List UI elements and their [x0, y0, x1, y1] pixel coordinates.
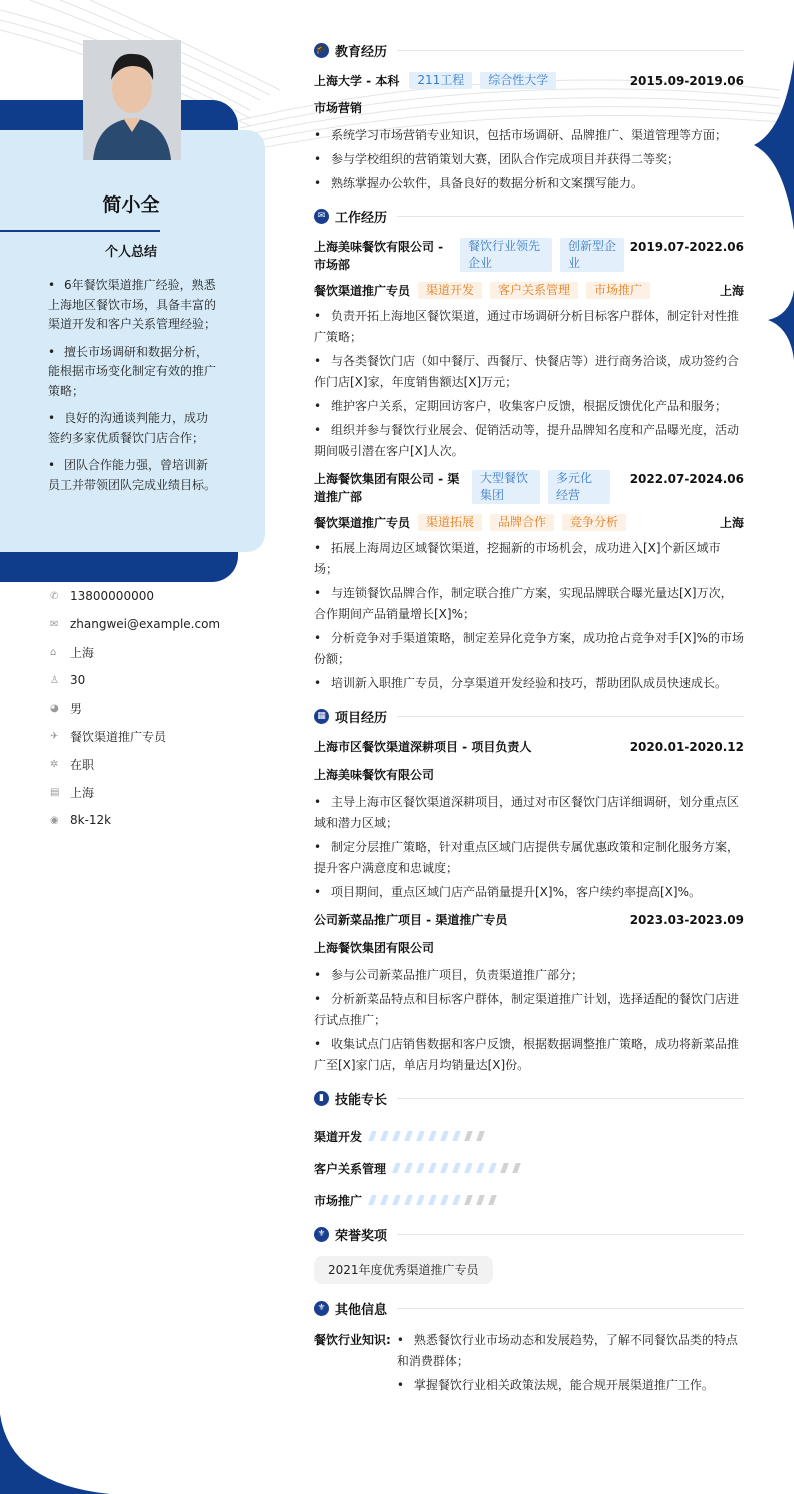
skill-bar-filled [392, 1195, 401, 1205]
skill-level-bars [370, 1131, 490, 1141]
gender-icon: ◕ [50, 702, 59, 714]
section-skills-header [314, 1086, 744, 1110]
section-other-header [314, 1296, 744, 1320]
divider [397, 1308, 744, 1309]
salary-icon: ◉ [50, 814, 59, 826]
skill-bar-filled [452, 1195, 461, 1205]
divider [397, 716, 744, 717]
bullet-item: • 收集试点门店销售数据和客户反馈，根据数据调整推广策略，成功将新菜品推广至[X]家门店，单店月均销量达[X]份。 [314, 1037, 740, 1072]
home-icon: ⌂ [50, 646, 57, 658]
bullet-item: • 项目期间，重点区域门店产品销量提升[X]%，客户续约率提高[X]%。 [314, 885, 701, 899]
skill-bar-filled [452, 1131, 461, 1141]
main-content [314, 38, 744, 1399]
info-icon: ⚜ [314, 1301, 329, 1316]
summary-item: • 团队合作能力强，曾培训新员工并带领团队完成业绩目标。 [48, 458, 217, 492]
skill-level-bars [370, 1195, 502, 1205]
contact-age: ♙ 30 [50, 673, 86, 687]
divider [397, 1234, 744, 1235]
bullet-item: • 参与学校组织的营销策划大赛，团队合作完成项目并获得二等奖； [314, 152, 680, 166]
contact-phone: ✆ 13800000000 [50, 589, 154, 603]
company-tag: 餐饮行业领先企业 [460, 238, 552, 272]
decor-bottom-left-curve [0, 1414, 110, 1494]
bullet-item: • 熟悉餐饮行业市场动态和发展趋势，了解不同餐饮品类的特点和消费群体； [396, 1333, 738, 1368]
project-entry [314, 911, 744, 1076]
skill-bar-filled [416, 1163, 425, 1173]
divider [397, 50, 744, 51]
bullet-item: • 制定分层推广策略，针对重点区域门店提供专属优惠政策和定制化服务方案，提升客户满意度和忠诚度； [314, 840, 740, 875]
school-tag: 综合性大学 [480, 72, 556, 89]
skill-tag: 品牌合作 [490, 514, 554, 531]
school-tag: 211工程 [409, 72, 472, 89]
skill-bar-filled [392, 1131, 401, 1141]
mail-icon: ✉ [50, 618, 59, 630]
project-company: 上海美味餐饮有限公司 [314, 768, 435, 782]
skill-level-bars [394, 1163, 526, 1173]
bullet-item: • 拓展上海周边区域餐饮渠道，挖掘新的市场机会，成功进入[X]个新区域市场； [314, 541, 721, 576]
skill-bar-filled [440, 1131, 449, 1141]
bullet-item: • 分析竞争对手渠道策略，制定差异化竞争方案，成功抢占竞争对手[X]%的市场份额； [314, 631, 744, 666]
contact-gender: ◕ 男 [50, 701, 83, 716]
skill-bar-empty [464, 1195, 473, 1205]
section-title: 荣誉奖项 [335, 1228, 388, 1244]
section-title: 其他信息 [335, 1302, 388, 1318]
skill-bar-filled [440, 1163, 449, 1173]
job-bullets [314, 538, 744, 694]
job-location: 上海 [719, 516, 744, 530]
name-divider [0, 230, 160, 232]
skill-row: 市场推广 [314, 1184, 744, 1216]
contact-status: ✲ 在职 [50, 757, 95, 772]
section-title: 技能专长 [335, 1092, 388, 1108]
bullet-item: • 掌握餐饮行业相关政策法规，能合规开展渠道推广工作。 [396, 1378, 714, 1392]
grid-icon: ▦ [314, 709, 329, 724]
skill-bar-filled [452, 1163, 461, 1173]
divider [397, 1098, 744, 1099]
company-tag: 创新型企业 [560, 238, 624, 272]
candidate-name: 简小全 [102, 194, 160, 216]
company-name: 上海餐饮集团有限公司 - 渠道推广部 [314, 472, 460, 504]
phone-icon: ✆ [50, 590, 59, 602]
skill-row: 渠道开发 [314, 1120, 744, 1152]
skill-bar-filled [416, 1195, 425, 1205]
summary-item: • 擅长市场调研和数据分析，能根据市场变化制定有效的推广策略； [48, 344, 217, 398]
city-icon: ▤ [50, 786, 60, 798]
skill-bar-filled [488, 1163, 497, 1173]
major: 市场营销 [314, 101, 363, 115]
bullet-item: • 负责开拓上海地区餐饮渠道，通过市场调研分析目标客户群体，制定针对性推广策略； [314, 309, 740, 344]
school-name: 上海大学 - 本科 [314, 74, 400, 88]
job-entry [314, 470, 744, 694]
skill-bar-filled [404, 1163, 413, 1173]
skill-bar-empty [512, 1163, 521, 1173]
summary-item: • 6年餐饮渠道推广经验，熟悉上海地区餐饮市场，具备丰富的渠道开发和客户关系管理经验； [48, 278, 217, 331]
contact-email: ✉ zhangwei@example.com [50, 617, 221, 631]
other-label: 餐饮行业知识: [314, 1333, 391, 1347]
contact-job: ✈ 餐饮渠道推广专员 [50, 729, 167, 744]
bullet-item: • 分析新菜品特点和目标客户群体，制定渠道推广计划，选择适配的餐饮门店进行试点推广； [314, 992, 740, 1027]
skill-bar-empty [500, 1163, 509, 1173]
bullet-item: • 组织并参与餐饮行业展会、促销活动等，提升品牌知名度和产品曝光度，活动期间吸引潜在客户[X]人次。 [314, 423, 740, 458]
project-bullets [314, 792, 744, 903]
bullet-item: • 与连锁餐饮品牌合作，制定联合推广方案，实现品牌联合曝光量达[X]万次，合作期间产品销量增长[X]%； [314, 586, 733, 621]
job-bullets [314, 306, 744, 462]
skill-bar-filled [464, 1163, 473, 1173]
avatar-photo [83, 40, 181, 160]
job-date: 2019.07-2022.06 [629, 240, 744, 254]
skill-bar-filled [368, 1131, 377, 1141]
bullet-item: • 主导上海市区餐饮渠道深耕项目，通过对市区餐饮门店详细调研，划分重点区域和潜力区域； [314, 795, 740, 830]
decor-right-spike-top [744, 60, 794, 230]
bullet-item: • 维护客户关系，定期回访客户，收集客户反馈，根据反馈优化产品和服务； [314, 399, 728, 413]
bullet-item: • 参与公司新菜品推广项目，负责渠道推广部分； [314, 968, 584, 982]
skill-bar-empty [476, 1195, 485, 1205]
skill-bar-filled [416, 1131, 425, 1141]
education-date: 2015.09-2019.06 [629, 74, 744, 88]
age-icon: ♙ [50, 674, 59, 686]
skill-bar-empty [488, 1195, 497, 1205]
skill-bar-filled [428, 1195, 437, 1205]
bullet-item: • 与各类餐饮门店（如中餐厅、西餐厅、快餐店等）进行商务洽谈，成功签约合作门店[X]家，年度销售额达[X]万元； [314, 354, 740, 389]
graduation-cap-icon: 🎓 [314, 43, 329, 58]
job-location: 上海 [719, 284, 744, 298]
project-name: 上海市区餐饮渠道深耕项目 - 项目负责人 [314, 740, 532, 754]
skill-tag: 渠道拓展 [418, 514, 482, 531]
project-date: 2023.03-2023.09 [629, 913, 744, 927]
section-education-header [314, 38, 744, 62]
status-icon: ✲ [50, 758, 59, 770]
summary-title: 个人总结 [104, 245, 157, 260]
section-work-header [314, 204, 744, 228]
award-icon: ⚜ [314, 1227, 329, 1242]
section-title: 教育经历 [335, 44, 388, 60]
briefcase-icon: ✉ [314, 209, 329, 224]
bullet-item: • 系统学习市场营销专业知识，包括市场调研、品牌推广、渠道管理等方面； [314, 128, 728, 142]
award-chip: 2021年度优秀渠道推广专员 [314, 1256, 493, 1284]
education-bullets [314, 125, 744, 194]
company-tag: 大型餐饮集团 [472, 470, 540, 504]
divider [397, 216, 744, 217]
bullet-item: • 培训新入职推广专员，分享渠道开发经验和技巧，帮助团队成员快速成长。 [314, 676, 728, 690]
skill-tag: 市场推广 [586, 282, 650, 299]
job-icon: ✈ [50, 730, 59, 742]
skill-bar-empty [464, 1131, 473, 1141]
skill-row: 客户关系管理 [314, 1152, 744, 1184]
project-name: 公司新菜品推广项目 - 渠道推广专员 [314, 913, 508, 927]
skill-bar-filled [380, 1195, 389, 1205]
skill-bar-filled [368, 1195, 377, 1205]
skill-bar-filled [392, 1163, 401, 1173]
section-title: 工作经历 [335, 210, 388, 226]
skill-bar-filled [380, 1131, 389, 1141]
skill-bar-filled [404, 1195, 413, 1205]
skill-bar-empty [476, 1131, 485, 1141]
skill-bar-filled [404, 1131, 413, 1141]
skill-bar-filled [428, 1131, 437, 1141]
bullet-item: • 熟练掌握办公软件，具备良好的数据分析和文案撰写能力。 [314, 176, 644, 190]
skill-tag: 客户关系管理 [490, 282, 578, 299]
contact-salary: ◉ 8k-12k [50, 813, 112, 827]
job-entry [314, 238, 744, 462]
job-role: 餐饮渠道推广专员 [314, 516, 411, 530]
project-entry [314, 738, 744, 903]
project-company: 上海餐饮集团有限公司 [314, 941, 435, 955]
company-tag: 多元化经营 [548, 470, 610, 504]
summary-item: • 良好的沟通谈判能力，成功签约多家优质餐饮门店合作； [48, 411, 209, 445]
contact-hometown: ⌂ 上海 [50, 645, 95, 660]
skill-tag: 竞争分析 [562, 514, 626, 531]
skill-bar-filled [476, 1163, 485, 1173]
skill-bar-filled [440, 1195, 449, 1205]
contact-list [50, 582, 220, 834]
company-name: 上海美味餐饮有限公司 - 市场部 [314, 240, 444, 272]
skill-bar-filled [428, 1163, 437, 1173]
project-bullets [314, 965, 744, 1076]
section-title: 项目经历 [335, 710, 388, 726]
skills-list [314, 1120, 744, 1216]
decor-right-spike-small [764, 290, 794, 360]
other-bullets [397, 1330, 744, 1399]
job-role: 餐饮渠道推广专员 [314, 284, 411, 298]
section-awards-header [314, 1222, 744, 1246]
section-projects-header [314, 704, 744, 728]
contact-city: ▤ 上海 [50, 785, 95, 800]
summary-list [48, 276, 218, 503]
job-date: 2022.07-2024.06 [629, 472, 744, 486]
bar-chart-icon: ▮ [314, 1091, 329, 1106]
project-date: 2020.01-2020.12 [629, 740, 744, 754]
skill-tag: 渠道开发 [418, 282, 482, 299]
